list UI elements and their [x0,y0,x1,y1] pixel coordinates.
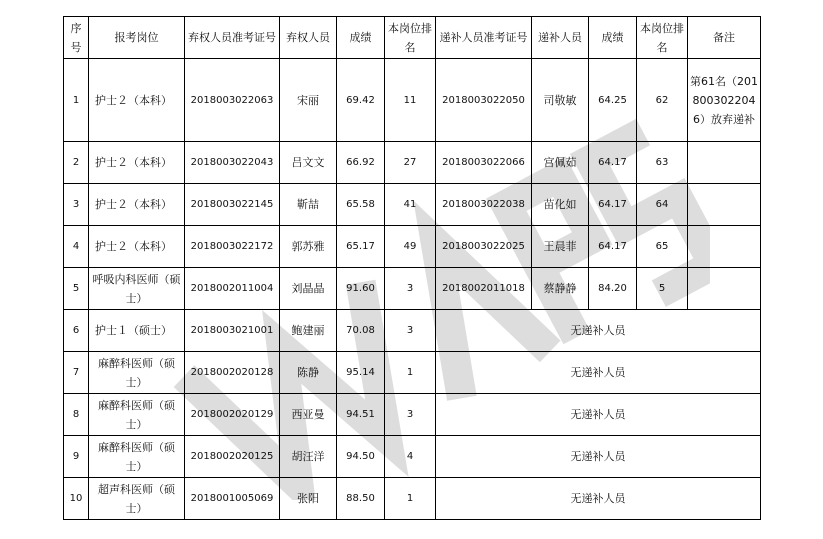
cell-score: 65.17 [337,226,385,268]
cell-seq: 7 [64,352,89,394]
header-post: 报考岗位 [89,17,185,59]
header-waiver-id: 弃权人员准考证号 [185,17,280,59]
cell-sub-id: 2018002011018 [436,268,532,310]
cell-post: 护士２（本科） [89,184,185,226]
cell-waiver: 西亚曼 [280,394,337,436]
cell-score: 69.42 [337,59,385,142]
header-note: 备注 [688,17,761,59]
cell-seq: 5 [64,268,89,310]
cell-score: 66.92 [337,142,385,184]
cell-rank: 11 [385,59,436,142]
cell-post: 麻醉科医师（硕士） [89,394,185,436]
cell-rank: 1 [385,478,436,520]
table-row [64,226,761,268]
cell-note [688,268,761,310]
cell-sub-rank: 63 [637,142,688,184]
cell-post: 呼吸内科医师（硕士） [89,268,185,310]
cell-sub-score: 64.25 [589,59,637,142]
cell-waiver: 陈静 [280,352,337,394]
cell-sub-id: 2018003022025 [436,226,532,268]
cell-rank: 1 [385,352,436,394]
table-row [64,59,761,142]
cell-waiver: 张阳 [280,478,337,520]
cell-sub-score: 64.17 [589,184,637,226]
header-sub-rank: 本岗位排名 [637,17,688,59]
cell-no-substitute: 无递补人员 [436,352,761,394]
cell-sub-rank: 5 [637,268,688,310]
cell-waiver-id: 2018003022063 [185,59,280,142]
header-rank: 本岗位排名 [385,17,436,59]
cell-rank: 41 [385,184,436,226]
header-score: 成绩 [337,17,385,59]
cell-sub-id: 2018003022066 [436,142,532,184]
cell-seq: 8 [64,394,89,436]
cell-waiver-id: 2018002020128 [185,352,280,394]
cell-sub: 蔡静静 [532,268,589,310]
cell-rank: 27 [385,142,436,184]
cell-seq: 4 [64,226,89,268]
cell-waiver: 吕文文 [280,142,337,184]
table-row [64,394,761,436]
header-sub-score: 成绩 [589,17,637,59]
cell-no-substitute: 无递补人员 [436,310,761,352]
cell-sub-score: 64.17 [589,226,637,268]
cell-post: 护士２（本科） [89,142,185,184]
cell-sub-rank: 62 [637,59,688,142]
table-row [64,436,761,478]
header-seq: 序号 [64,17,89,59]
cell-note [688,142,761,184]
cell-waiver-id: 2018002020129 [185,394,280,436]
cell-waiver: 刘晶晶 [280,268,337,310]
cell-sub: 王晨菲 [532,226,589,268]
cell-score: 95.14 [337,352,385,394]
cell-waiver-id: 2018002011004 [185,268,280,310]
cell-seq: 3 [64,184,89,226]
cell-post: 超声科医师（硕士） [89,478,185,520]
cell-sub-id: 2018003022038 [436,184,532,226]
cell-sub: 宫佩茹 [532,142,589,184]
cell-waiver: 郭苏雅 [280,226,337,268]
cell-seq: 6 [64,310,89,352]
cell-rank: 4 [385,436,436,478]
cell-score: 88.50 [337,478,385,520]
table-row [64,268,761,310]
cell-waiver-id: 2018002020125 [185,436,280,478]
cell-score: 70.08 [337,310,385,352]
table-row [64,478,761,520]
substitution-table [63,16,761,520]
cell-sub-rank: 64 [637,184,688,226]
cell-seq: 10 [64,478,89,520]
cell-rank: 3 [385,310,436,352]
cell-waiver-id: 2018003021001 [185,310,280,352]
header-row [64,17,761,59]
cell-no-substitute: 无递补人员 [436,394,761,436]
cell-waiver-id: 2018003022172 [185,226,280,268]
cell-waiver: 鲍建丽 [280,310,337,352]
cell-seq: 2 [64,142,89,184]
header-sub: 递补人员 [532,17,589,59]
cell-score: 91.60 [337,268,385,310]
cell-sub-score: 84.20 [589,268,637,310]
cell-sub: 司敬敏 [532,59,589,142]
cell-waiver-id: 2018001005069 [185,478,280,520]
cell-seq: 9 [64,436,89,478]
cell-rank: 3 [385,394,436,436]
table-row [64,184,761,226]
header-waiver: 弃权人员 [280,17,337,59]
cell-score: 65.58 [337,184,385,226]
cell-rank: 49 [385,226,436,268]
cell-sub-score: 64.17 [589,142,637,184]
cell-note: 第61名（2018003022046）放弃递补 [688,59,761,142]
table-row [64,352,761,394]
cell-post: 护士１（硕士） [89,310,185,352]
cell-rank: 3 [385,268,436,310]
cell-sub-id: 2018003022050 [436,59,532,142]
cell-score: 94.51 [337,394,385,436]
cell-no-substitute: 无递补人员 [436,478,761,520]
header-sub-id: 递补人员准考证号 [436,17,532,59]
cell-waiver-id: 2018003022043 [185,142,280,184]
table-row [64,142,761,184]
cell-waiver: 胡汪洋 [280,436,337,478]
cell-note [688,226,761,268]
cell-waiver-id: 2018003022145 [185,184,280,226]
cell-post: 麻醉科医师（硕士） [89,352,185,394]
cell-seq: 1 [64,59,89,142]
cell-waiver: 宋丽 [280,59,337,142]
cell-waiver: 靳喆 [280,184,337,226]
cell-post: 护士２（本科） [89,226,185,268]
cell-sub: 苗化如 [532,184,589,226]
cell-sub-rank: 65 [637,226,688,268]
cell-note [688,184,761,226]
table-row [64,310,761,352]
cell-score: 94.50 [337,436,385,478]
cell-post: 麻醉科医师（硕士） [89,436,185,478]
cell-post: 护士２（本科） [89,59,185,142]
cell-no-substitute: 无递补人员 [436,436,761,478]
